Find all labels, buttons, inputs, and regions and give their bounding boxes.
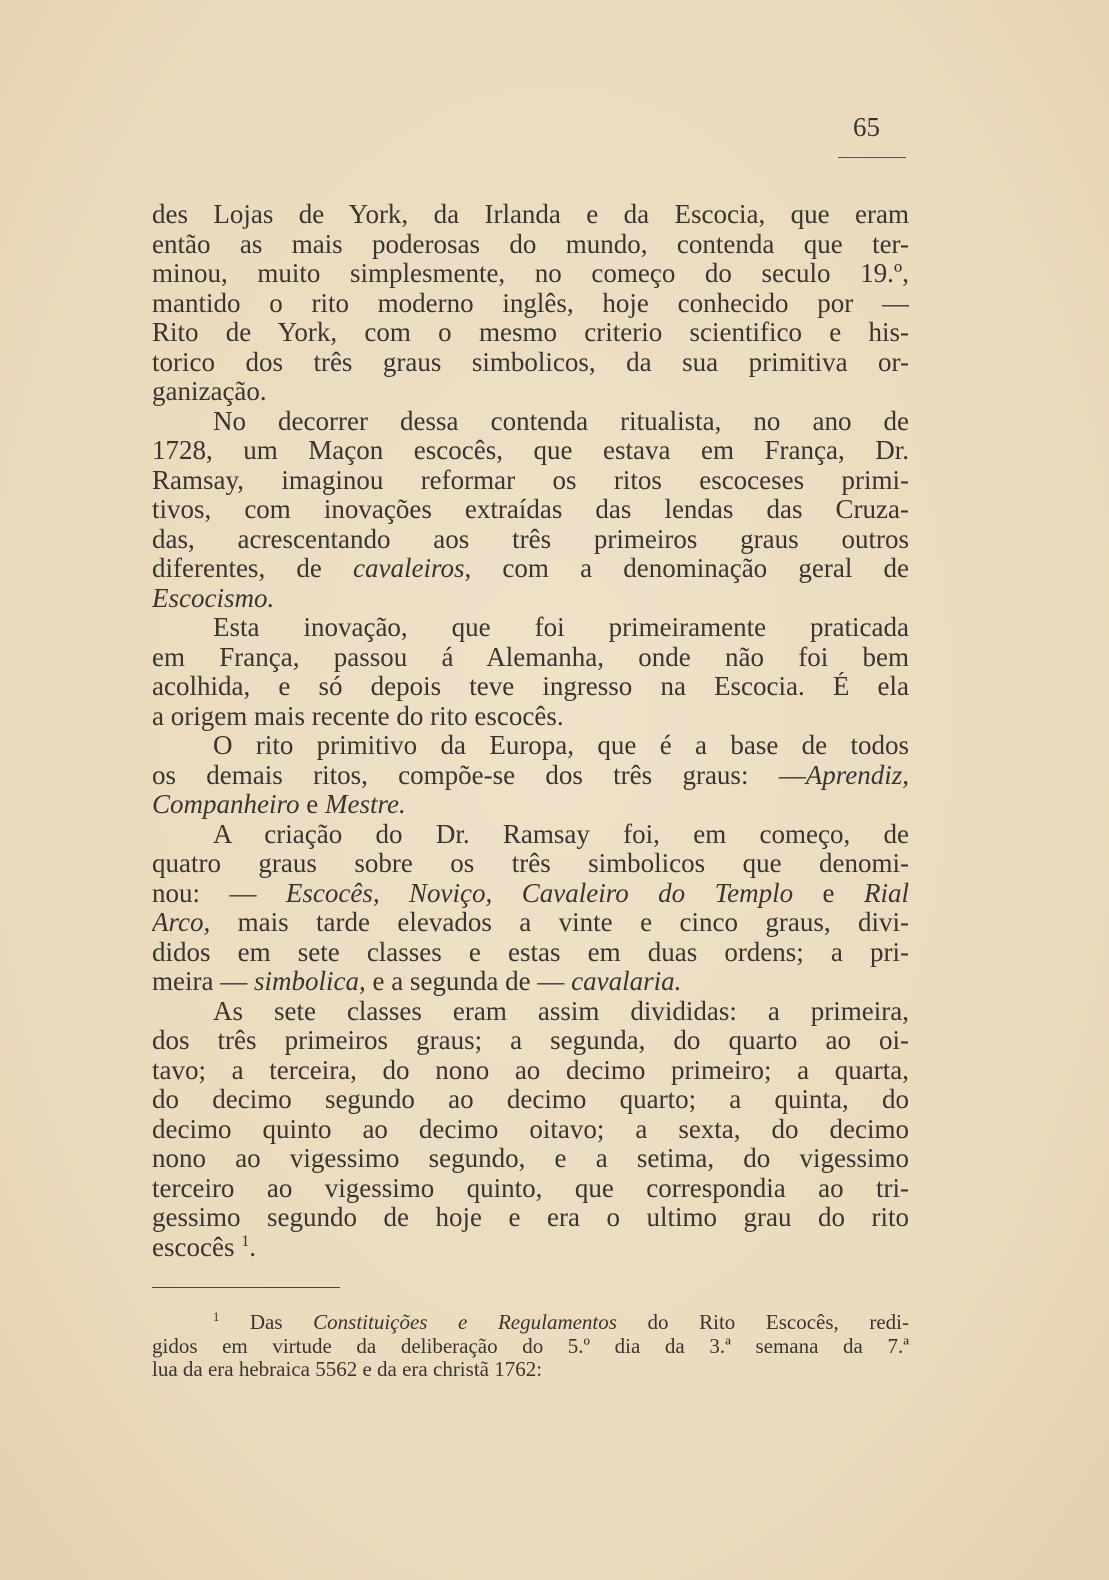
text-line [152, 879, 909, 909]
text-span: e [299, 790, 325, 819]
text-line [152, 554, 909, 584]
italic-text: cavaleiros [353, 554, 465, 583]
text-span: tavo; a terceira, do nono ao decimo primeiro; a quarta, [152, 1055, 909, 1085]
text-line [152, 200, 909, 230]
italic-text: Aprendiz, [805, 760, 909, 790]
italic-text: Constituições e Regulamentos [313, 1311, 617, 1334]
text-span: Das [219, 1311, 314, 1334]
text-span: Rito de York, com o mesmo criterio scientifico e his- [152, 318, 909, 347]
text-line [152, 908, 909, 938]
text-span: A criação do Dr. Ramsay foi, em começo, de [213, 819, 909, 849]
text-span: lua da era hebraica 5562 e da era christã 1762: [152, 1358, 543, 1381]
text-line [152, 790, 909, 820]
text-line [152, 672, 909, 702]
footnote-line [152, 1311, 909, 1335]
italic-text: Rial [863, 878, 909, 908]
text-span: escocês [152, 1232, 242, 1262]
text-span: gessimo segundo de hoje e era o ultimo grau do rito [152, 1203, 909, 1232]
text-span: Ramsay, imaginou reformar os ritos escoceses primi- [152, 465, 909, 495]
text-span: decimo quinto ao decimo oitavo; a sexta, do decimo [152, 1114, 909, 1144]
text-span: a origem mais recente do rito escocês. [152, 701, 564, 731]
text-span: mantido o rito moderno inglês, hoje conhecido por — [152, 288, 909, 318]
text-span: gidos em virtude da deliberação do 5.º dia da 3.ª semana da 7.ª [152, 1334, 909, 1358]
text-span: No decorrer dessa contenda ritualista, no ano de [213, 406, 909, 436]
text-line [152, 1174, 909, 1204]
text-line [152, 525, 909, 555]
text-line [152, 436, 909, 466]
text-line [152, 1026, 909, 1056]
text-line [152, 289, 909, 319]
text-span: torico dos três graus simbolicos, da sua primitiva or- [152, 347, 909, 377]
text-span: , com a denominação geral de [464, 554, 909, 583]
body-text [152, 200, 909, 1262]
text-line [152, 820, 909, 850]
text-line [152, 1056, 909, 1086]
text-span: nou: — [152, 878, 286, 908]
text-span: terceiro ao vigessimo quinto, que correspondia ao tri- [152, 1173, 909, 1203]
text-line [152, 1115, 909, 1145]
italic-text: Arco, [152, 908, 211, 937]
text-span: então as mais poderosas do mundo, contenda que ter- [152, 229, 909, 259]
text-span: dos três primeiros graus; a segunda, do quarto ao oi- [152, 1026, 909, 1055]
text-line [152, 967, 909, 997]
text-span: Esta inovação, que foi primeiramente praticada [213, 613, 909, 642]
text-line [152, 318, 909, 348]
text-span: das, acrescentando aos três primeiros graus outros [152, 524, 909, 554]
text-line [152, 1233, 909, 1263]
text-line [152, 230, 909, 260]
text-span: quatro graus sobre os três simbolicos que denomi- [152, 849, 909, 878]
text-line [152, 1085, 909, 1115]
text-span: tivos, com inovações extraídas das lendas das Cruza- [152, 495, 909, 524]
italic-text: Mestre. [324, 790, 406, 819]
text-span: nono ao vigessimo segundo, e a setima, do vigessimo [152, 1144, 909, 1173]
text-span: em França, passou á Alemanha, onde não foi bem [152, 642, 909, 672]
italic-text: cavalaria. [571, 967, 682, 996]
footnote-marker: 1 [241, 1232, 250, 1250]
text-line [152, 938, 909, 968]
text-line [152, 1144, 909, 1174]
text-line [152, 1203, 909, 1233]
text-line [152, 731, 909, 761]
text-span: e a segunda de — [365, 967, 572, 996]
footnote-separator [152, 1287, 340, 1288]
footnote [152, 1311, 909, 1382]
header-rule [838, 157, 906, 158]
text-span: acolhida, e só depois teve ingresso na Escocia. É ela [152, 672, 909, 701]
text-span: do Rito Escocês, redi- [616, 1311, 909, 1334]
footnote-marker: 1 [213, 1311, 220, 1324]
text-span: minou, muito simplesmente, no começo do seculo 19.º, [152, 259, 909, 288]
italic-text: Companheiro [152, 790, 300, 819]
page-number: 65 [853, 112, 880, 142]
text-line [152, 259, 909, 289]
text-line [152, 643, 909, 673]
text-span: didos em sete classes e estas em duas ordens; a pri- [152, 937, 909, 967]
text-line [152, 407, 909, 437]
text-line [152, 702, 909, 732]
italic-text: simbolica, [253, 967, 366, 996]
text-line [152, 584, 909, 614]
text-span: ganização. [152, 377, 267, 406]
text-line [152, 997, 909, 1027]
text-span: As sete classes eram assim divididas: a primeira, [213, 996, 909, 1026]
text-span: do decimo segundo ao decimo quarto; a quinta, do [152, 1085, 909, 1114]
text-line [152, 613, 909, 643]
text-span: des Lojas de York, da Irlanda e da Escocia, que eram [152, 200, 909, 229]
text-span: 1728, um Maçon escocês, que estava em França, Dr. [152, 436, 909, 465]
italic-text: Escocês, Noviço, Cavaleiro do Templo [285, 878, 794, 908]
text-line [152, 348, 909, 378]
footnote-line [152, 1335, 909, 1359]
text-line [152, 761, 909, 791]
text-span: mais tarde elevados a vinte e cinco graus, divi- [210, 908, 909, 937]
text-span: os demais ritos, compõe-se dos três graus: — [152, 760, 806, 790]
text-span: e [793, 878, 864, 908]
italic-text: Escocismo. [152, 583, 275, 613]
text-line [152, 466, 909, 496]
text-span: meira — [152, 967, 254, 996]
text-line [152, 377, 909, 407]
text-span: O rito primitivo da Europa, que é a base de todos [213, 731, 909, 760]
text-line [152, 849, 909, 879]
footnote-line [152, 1358, 909, 1382]
text-span: diferentes, de [152, 554, 354, 583]
text-span: . [249, 1232, 257, 1262]
text-line [152, 495, 909, 525]
